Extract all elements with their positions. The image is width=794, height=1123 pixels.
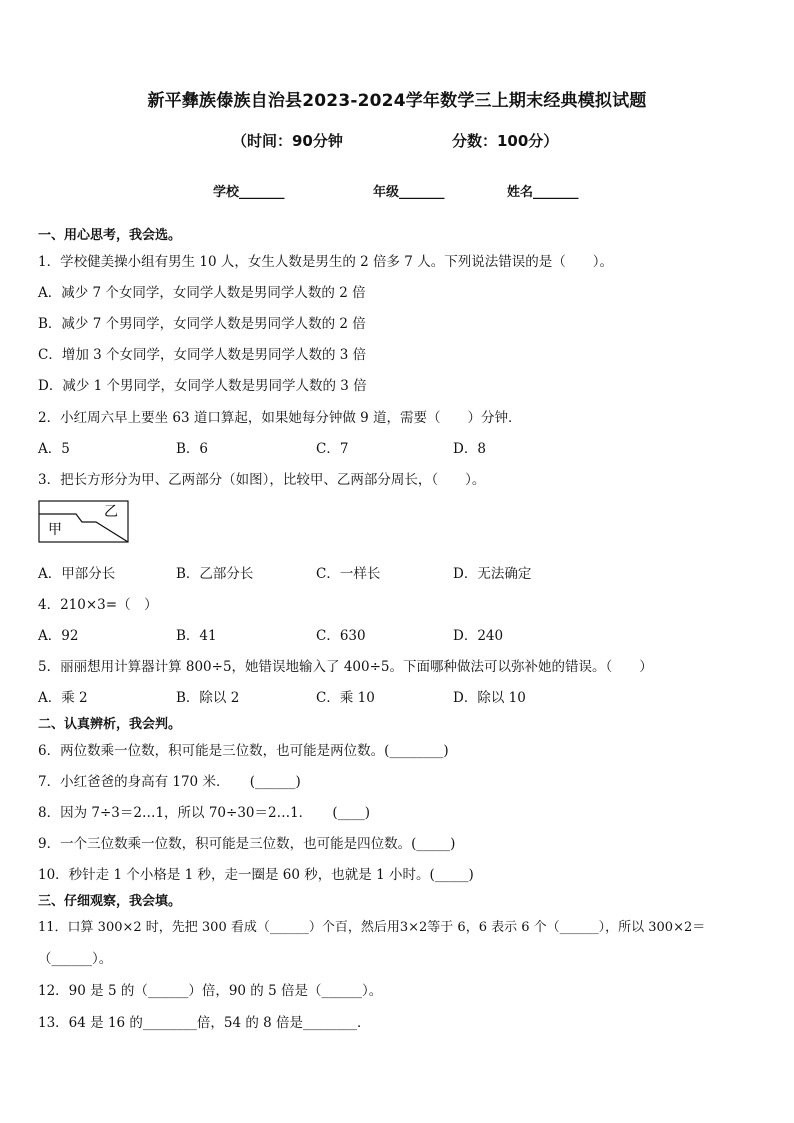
- question-4-option-b: B．41: [176, 628, 217, 644]
- question-2-stem: 2．小红周六早上要坐 63 道口算起，如果她每分钟做 9 道，需要（ ）分钟．: [38, 410, 522, 426]
- label-jia: 甲: [48, 522, 62, 538]
- question-4-option-c: C．630: [316, 628, 366, 644]
- question-1-option-a: A．减少 7 个女同学，女同学人数是男同学人数的 2 倍: [38, 285, 366, 301]
- question-9: 9．一个三位数乘一位数，积可能是三位数，也可能是四位数。(_____): [38, 836, 456, 852]
- question-1-stem: 1．学校健美操小组有男生 10 人，女生人数是男生的 2 倍多 7 人。下列说法错误的是（ ）。: [38, 254, 613, 270]
- question-6: 6．两位数乘一位数，积可能是三位数，也可能是两位数。(________): [38, 743, 449, 759]
- question-3-option-a: A．甲部分长: [38, 566, 116, 582]
- question-3-stem: 3．把长方形分为甲、乙两部分（如图），比较甲、乙两部分周长，（ ）。: [38, 472, 486, 488]
- question-1-option-b: B．减少 7 个男同学，女同学人数是男同学人数的 2 倍: [38, 316, 366, 332]
- label-yi: 乙: [104, 504, 118, 520]
- page-title: 新平彝族傣族自治县2023-2024学年数学三上期末经典模拟试题: [147, 91, 647, 111]
- question-3-option-c: C．一样长: [316, 566, 381, 582]
- section-2-heading: 二、认真辨析，我会判。: [38, 717, 182, 732]
- question-4-option-d: D．240: [453, 628, 504, 644]
- question-13: 13．64 是 16 的________倍，54 的 8 倍是________．: [38, 1015, 371, 1031]
- question-4-option-a: A．92: [38, 628, 79, 644]
- question-11-line-2: （______）。: [38, 951, 113, 967]
- question-1-option-c: C．增加 3 个女同学，女同学人数是男同学人数的 3 倍: [38, 347, 367, 363]
- question-5-stem: 5．丽丽想用计算器计算 800÷5，她错误地输入了 400÷5。下面哪种做法可以弥补她的错误。（ ）: [38, 659, 653, 675]
- exam-score: 分数：100分）: [452, 132, 559, 150]
- question-5-option-c: C．乘 10: [316, 690, 375, 706]
- question-2-option-b: B．6: [176, 441, 209, 457]
- question-5-option-a: A．乘 2: [38, 690, 88, 706]
- question-3-option-b: B．乙部分长: [176, 566, 254, 582]
- name-field: 姓名_______: [507, 185, 579, 200]
- question-12: 12．90 是 5 的（______）倍，90 的 5 倍是（______）。: [38, 983, 383, 999]
- question-2-option-a: A．5: [38, 441, 70, 457]
- question-4-stem: 4．210×3=（ ）: [38, 597, 158, 613]
- rectangle-split-figure: [38, 500, 130, 544]
- question-2-option-c: C．7: [316, 441, 349, 457]
- question-2-option-d: D．8: [453, 441, 486, 457]
- question-10: 10．秒针走 1 个小格是 1 秒，走一圈是 60 秒，也就是 1 小时。(_____): [38, 867, 474, 883]
- question-3-option-d: D．无法确定: [453, 566, 532, 582]
- exam-time: （时间：90分钟: [232, 132, 343, 150]
- school-field: 学校_______: [213, 185, 285, 200]
- grade-field: 年级_______: [373, 185, 445, 200]
- question-1-option-d: D．减少 1 个男同学，女同学人数是男同学人数的 3 倍: [38, 378, 367, 394]
- section-3-heading: 三、仔细观察，我会填。: [38, 894, 182, 909]
- question-11-line-1: 11．口算 300×2 时，先把 300 看成（______）个百，然后用3×2等于 6，6 表示 6 个（______），所以 300×2＝: [38, 920, 706, 935]
- question-5-option-d: D．除以 10: [453, 690, 526, 706]
- question-8: 8．因为 7÷3＝2…1，所以 70÷30＝2…1． (____): [38, 805, 370, 821]
- question-7: 7．小红爸爸的身高有 170 米． (______): [38, 774, 301, 790]
- question-5-option-b: B．除以 2: [176, 690, 240, 706]
- section-1-heading: 一、用心思考，我会选。: [38, 228, 182, 243]
